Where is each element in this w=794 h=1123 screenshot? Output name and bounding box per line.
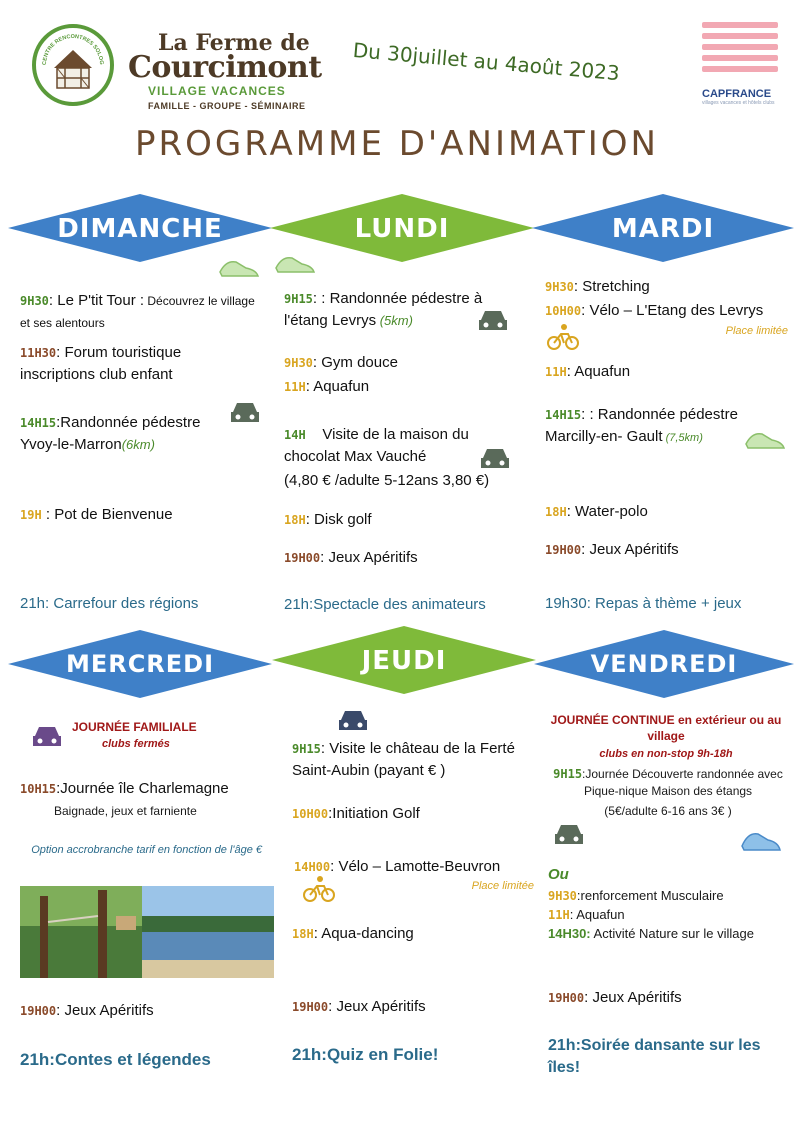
banner-dimanche [8, 194, 272, 262]
banner-mercredi [8, 630, 272, 698]
farmhouse-icon [36, 28, 110, 102]
village-logo-badge [32, 24, 114, 106]
day-label-lundi: LUNDI [354, 214, 450, 244]
journee-vendredi: JOURNÉE CONTINUE en extérieur ou au village [550, 713, 782, 743]
brand-prefix: La Ferme de [158, 30, 310, 56]
activity-lundi-2: 9H30: Gym douce [284, 354, 398, 371]
activity-vendredi-price: (5€/adulte 6-16 ans 3€ ) [604, 804, 732, 818]
activity-jeudi-3: 14H00: Vélo – Lamotte-Beuvron [294, 858, 501, 875]
activity-time: 10H15 [20, 782, 57, 796]
activity-mercredi-2: 19H00: Jeux Apéritifs [20, 1002, 154, 1019]
activity-dimanche-4: 19H : Pot de Bienvenue [20, 506, 173, 523]
activity-time: 9H30 [20, 294, 49, 308]
activity-time: 11H [548, 908, 570, 922]
evening-lundi: 21h:Spectacle des animateurs [284, 596, 486, 613]
activity-lundi-6: 19H00: Jeux Apéritifs [284, 549, 418, 566]
activity-time: 10H00 [292, 807, 329, 821]
car-icon [478, 444, 512, 472]
page-title: PROGRAMME D'ANIMATION [135, 124, 659, 164]
activity-time: 9H30 [284, 356, 313, 370]
partner-logo-stripes [702, 22, 778, 77]
bicycle-icon [302, 874, 336, 902]
activity-mercredi-1: 10H15:Journée île Charlemagne [20, 780, 229, 797]
journee-mercredi: JOURNÉE FAMILIALE [72, 720, 197, 734]
activity-vendredi-3: 11H: Aquafun [548, 907, 625, 922]
clubs-mercredi: clubs fermés [102, 738, 170, 750]
activity-lundi-3: 11H: Aquafun [284, 378, 370, 395]
activity-time: 9H15 [284, 292, 313, 306]
clubs-vendredi: clubs en non-stop 9h-18h [599, 748, 733, 760]
sneaker-icon [738, 826, 784, 854]
activity-time: 19H00 [548, 991, 585, 1005]
activity-photos [20, 886, 274, 978]
activity-time: 9H15 [553, 767, 583, 781]
activity-jeudi-5: 19H00: Jeux Apéritifs [292, 998, 426, 1015]
activity-lundi-5: 18H: Disk golf [284, 511, 372, 528]
activity-time: 11H [545, 365, 567, 379]
activity-mardi-3: 11H: Aquafun [545, 363, 631, 380]
evening-mardi: 19h30: Repas à thème + jeux [545, 595, 742, 612]
activity-time: 14H15 [545, 408, 582, 422]
evening-dimanche: 21h: Carrefour des régions [20, 595, 199, 612]
brand-tagline: FAMILLE - GROUPE - SÉMINAIRE [148, 101, 306, 111]
day-label-jeudi: JEUDI [361, 646, 447, 676]
activity-time: 9H30 [548, 889, 577, 903]
evening-vendredi: 21h:Soirée dansante sur les îles! [548, 1037, 761, 1076]
evening-jeudi: 21h:Quiz en Folie! [292, 1045, 439, 1064]
activity-lundi-4: 14H Visite de la maison du chocolat Max Vauché [284, 426, 469, 465]
activity-time: 14H15 [20, 416, 57, 430]
activity-time: 19H00 [292, 1000, 329, 1014]
activity-time: 11H [284, 380, 306, 394]
brand-name: Courcimont [128, 50, 322, 85]
sneaker-icon [742, 426, 788, 452]
activity-jeudi-2: 10H00:Initiation Golf [292, 805, 420, 822]
brand-subtitle: VILLAGE VACANCES [148, 84, 286, 98]
car-icon [476, 306, 510, 334]
activity-jeudi-1: 9H15: Visite le château de la Ferté Saint-Aubin (payant € ) [292, 740, 515, 779]
day-label-vendredi: VENDREDI [590, 650, 738, 678]
option-mercredi: Option accrobranche tarif en fonction de l'âge € [31, 844, 262, 856]
limit-note-jeudi: Place limitée [471, 880, 534, 892]
activity-time: 19H [20, 508, 42, 522]
activity-dimanche-1: 9H30: Le P'tit Tour : Découvrez le village et ses alentours [20, 292, 255, 330]
activity-time: 18H [545, 505, 567, 519]
activity-time: 19H00 [20, 1004, 57, 1018]
day-label-mardi: MARDI [611, 214, 715, 244]
activity-dimanche-3: 14H15:Randonnée pédestre Yvoy-le-Marron(6km) [20, 414, 201, 453]
bicycle-icon [546, 322, 580, 350]
day-label-mercredi: MERCREDI [65, 650, 215, 678]
activity-vendredi-1: 9H15:Journée Découverte randonnée avec Pique-nique Maison des étangs [553, 767, 783, 798]
evening-mercredi: 21h:Contes et légendes [20, 1050, 211, 1069]
activity-jeudi-4: 18H: Aqua-dancing [292, 925, 414, 942]
sneaker-icon [272, 250, 318, 276]
logo-badge-text: CENTRE RENCONTRES SOLOG [41, 33, 105, 66]
day-label-dimanche: DIMANCHE [57, 214, 223, 244]
activity-time: 14H00 [294, 860, 331, 874]
car-icon [30, 722, 64, 750]
activity-mardi-4: 14H15: : Randonnée pédestre Marcilly-en- Gault (7,5km) [545, 406, 738, 445]
car-icon [228, 398, 262, 426]
partner-name: CAPFRANCE [702, 88, 772, 100]
activity-time: 19H00 [545, 543, 582, 557]
banner-mardi [532, 194, 794, 262]
car-icon [552, 820, 586, 848]
activity-time: 19H00 [284, 551, 321, 565]
activity-time: 10H00 [545, 304, 582, 318]
activity-time: 14H30: [548, 926, 591, 941]
activity-mercredi-sub: Baignade, jeux et farniente [54, 804, 197, 818]
activity-mardi-6: 19H00: Jeux Apéritifs [545, 541, 679, 558]
banner-vendredi [534, 630, 794, 698]
banner-jeudi [272, 626, 536, 694]
limit-note-mardi: Place limitée [725, 325, 788, 337]
activity-time: 18H [292, 927, 314, 941]
or-separator: Ou [548, 866, 569, 883]
activity-vendredi-2: 9H30:renforcement Musculaire [548, 888, 724, 903]
photo-treetop-adventure [20, 886, 274, 978]
activity-lundi-price: (4,80 € /adulte 5-12ans 3,80 €) [284, 472, 490, 489]
activity-time: 11H30 [20, 346, 57, 360]
activity-vendredi-4: 14H30: Activité Nature sur le village [548, 926, 754, 941]
partner-tagline: villages vacances et hôtels clubs [702, 100, 775, 106]
event-dates: Du 30juillet au 4août 2023 [351, 38, 621, 86]
sneaker-icon [216, 254, 262, 280]
activity-time: 14H [284, 428, 306, 442]
activity-mardi-1: 9H30: Stretching [545, 278, 650, 295]
activity-mardi-2: 10H00: Vélo – L'Etang des Levrys [545, 302, 764, 319]
activity-time: 9H30 [545, 280, 574, 294]
car-icon [336, 706, 370, 734]
activity-vendredi-5: 19H00: Jeux Apéritifs [548, 989, 682, 1006]
activity-time: 9H15 [292, 742, 321, 756]
activity-time: 18H [284, 513, 306, 527]
activity-lundi-1: 9H15: : Randonnée pédestre à l'étang Levrys (5km) [284, 290, 483, 329]
activity-dimanche-2: 11H30: Forum touristique inscriptions club enfant [20, 344, 182, 383]
activity-mardi-5: 18H: Water-polo [545, 503, 648, 520]
